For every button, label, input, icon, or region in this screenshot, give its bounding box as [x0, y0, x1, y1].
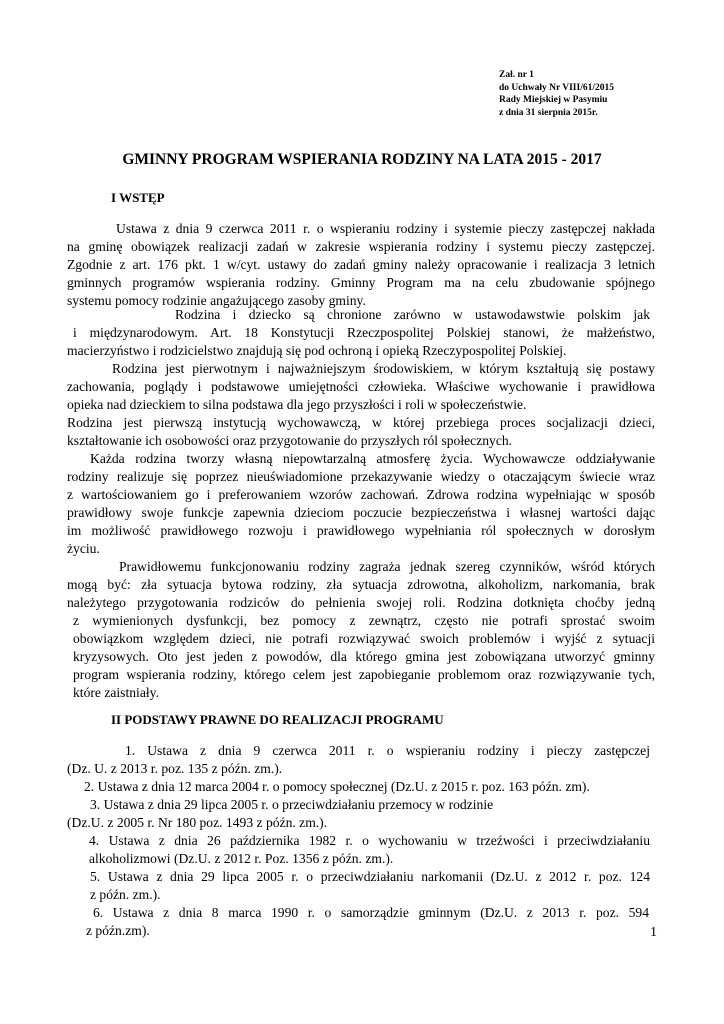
- paragraph-line: życiu.: [67, 541, 100, 556]
- paragraph-line: należytego przygotowania rodziców do pełnienia swojej roli. Rodzina dotknięta choćby jedną: [67, 595, 655, 610]
- paragraph-line: z wymienionych dysfunkcji, bez pomocy z zewnątrz, często nie potrafi sprostać swoim: [73, 613, 655, 628]
- paragraph-line: na gminę obowiązek realizacji zadań w zakresie wspierania rodziny i systemu pieczy zastępczej.: [67, 239, 655, 254]
- attachment-note: [499, 69, 614, 119]
- attachment-note-line: Zał. nr 1: [499, 70, 534, 80]
- paragraph-line: Rodzina i dziecko są chronione zarówno w ustawodawstwie polskim jak: [175, 307, 650, 322]
- paragraph-line: mogą być: zła sytuacja bytowa rodziny, zła sytuacja zdrowotna, alkoholizm, narkomania, brak: [67, 577, 655, 592]
- paragraph-line: zachowania, poglądy i podstawowe umiejętności człowieka. Właściwe wychowanie i prawidłowa: [67, 379, 655, 394]
- attachment-note-line: z dnia 31 sierpnia 2015r.: [499, 107, 598, 118]
- legal-basis-item: z późn. zm.).: [90, 887, 161, 902]
- paragraph-line: opieka nad dzieckiem to silna podstawa dla jego przyszłości i roli w społeczeństwie.: [67, 397, 527, 412]
- legal-basis-item: 2. Ustawa z dnia 12 marca 2004 r. o pomocy społecznej (Dz.U. z 2015 r. poz. 163 późn. zm).: [84, 779, 590, 794]
- paragraph-line: Rodzina jest pierwotnym i najważniejszym środowiskiem, w którym kształtują się postawy: [112, 361, 655, 376]
- paragraph-line: kształtowanie ich osobowości oraz przygotowanie do przyszłych ról społecznych.: [67, 433, 513, 448]
- paragraph-line: program wspierania rodziny, którego celem jest zapobieganie problemom oraz rozwiązywanie tych,: [73, 667, 655, 682]
- paragraph-line: Rodzina jest pierwszą instytucją wychowawczą, w której przebiega proces socjalizacji dzieci,: [67, 415, 655, 430]
- paragraph-line: rodziny realizuje się poprzez nieuświadomione przekazywanie wiedzy o otaczającym świecie wraz: [67, 469, 655, 484]
- legal-basis-item: 1. Ustawa z dnia 9 czerwca 2011 r. o wspieraniu rodziny i pieczy zastępczej: [125, 743, 650, 758]
- legal-basis-item: (Dz. U. z 2013 r. poz. 135 z późn. zm.).: [67, 761, 283, 776]
- paragraph-line: gminnych programów wspierania rodziny. Gminny Program ma na celu zbudowanie spójnego: [67, 275, 655, 290]
- paragraph-line: im możliwość prawidłowego rozwoju i prawidłowego wypełniania ról społecznych w dorosłym: [67, 523, 655, 538]
- legal-basis-item: 3. Ustawa z dnia 29 lipca 2005 r. o przeciwdziałaniu przemocy w rodzinie: [90, 797, 494, 812]
- section-heading-legal-basis: II PODSTAWY PRAWNE DO REALIZACJI PROGRAMU: [111, 712, 444, 727]
- paragraph-line: prawidłowy swoje funkcje zapewnia dzieciom poczucie bezpieczeństwa i własnej wartości dając: [67, 505, 655, 520]
- paragraph-line: Każda rodzina tworzy własną niepowtarzalną atmosferę życia. Wychowawcze oddziaływanie: [90, 451, 655, 466]
- legal-basis-item: z późn.zm).: [86, 923, 150, 938]
- paragraph-line: macierzyństwo i rodzicielstwo znajdują się pod ochroną i opieką Rzeczypospolitej Polskiej.: [67, 343, 567, 358]
- document-title: GMINNY PROGRAM WSPIERANIA RODZINY NA LATA 2015 - 2017: [122, 151, 602, 168]
- paragraph-line: które zaistniały.: [73, 685, 159, 700]
- paragraph-line: Ustawa z dnia 9 czerwca 2011 r. o wspieraniu rodziny i systemie pieczy zastępczej nakłada: [116, 221, 655, 236]
- legal-basis-item: (Dz.U. z 2005 r. Nr 180 poz. 1493 z późn. zm.).: [67, 815, 328, 830]
- paragraph-line: Zgodnie z art. 176 pkt. 1 w/cyt. ustawy do zadań gminy należy opracowanie i realizacja 3 letnich: [67, 257, 655, 272]
- paragraph-line: systemu pomocy rodzinie angażującego zasoby gminy.: [67, 293, 366, 308]
- attachment-note-line: do Uchwały Nr VIII/61/2015: [499, 82, 614, 93]
- legal-basis-item: 5. Ustawa z dnia 29 lipca 2005 r. o przeciwdziałaniu narkomanii (Dz.U. z 2012 r. poz. 124: [90, 869, 650, 884]
- legal-basis-item: 6. Ustawa z dnia 8 marca 1990 r. o samorządzie gminnym (Dz.U. z 2013 r. poz. 594: [93, 905, 649, 920]
- paragraph-line: i międzynarodowym. Art. 18 Konstytucji Rzeczpospolitej Polskiej stanowi, że małżeństwo,: [73, 325, 655, 340]
- legal-basis-item: alkoholizmowi (Dz.U. z 2012 r. Poz. 1356 z późn. zm.).: [89, 851, 394, 866]
- attachment-note-line: Rady Miejskiej w Pasymiu: [499, 95, 608, 105]
- paragraph-line: obowiązkom względem dzieci, nie potrafi rozwiązywać swoich problemów i wyjść z sytuacji: [73, 631, 655, 646]
- paragraph-line: kryzysowych. Oto jest jeden z powodów, dla którego gmina jest zobowiązana utworzyć gminny: [73, 649, 655, 664]
- paragraph-line: z wartościowaniem go i preferowaniem wzorów zachowań. Zdrowa rodzina wypełniając w sposób: [67, 487, 655, 502]
- legal-basis-item: 4. Ustawa z dnia 26 października 1982 r. o wychowaniu w trzeźwości i przeciwdziałaniu: [89, 833, 650, 848]
- paragraph-line: Prawidłowemu funkcjonowaniu rodziny zagraża jednak szereg czynników, wśród których: [119, 559, 655, 574]
- page-number: 1: [650, 925, 657, 940]
- section-heading-introduction: I WSTĘP: [111, 190, 165, 205]
